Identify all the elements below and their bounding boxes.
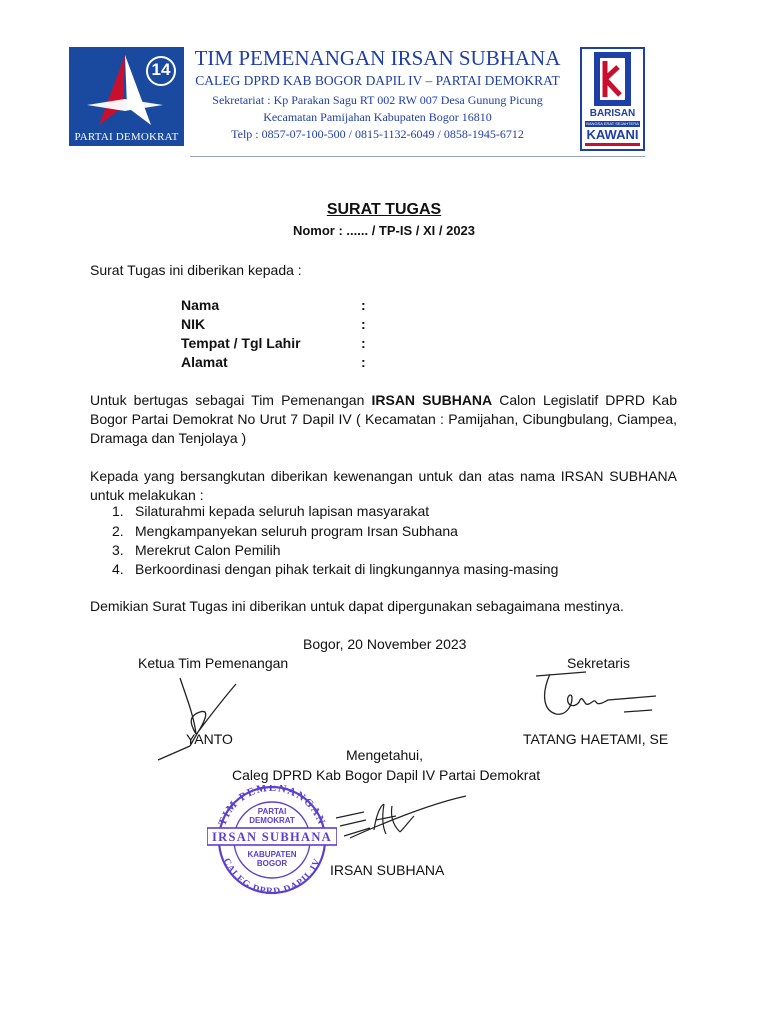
field-colon: : (361, 316, 366, 332)
field-colon: : (361, 335, 366, 351)
document-number: Nomor : ...... / TP-IS / XI / 2023 (292, 223, 476, 238)
party-logo-text: PARTAI DEMOKRAT (74, 131, 179, 143)
letterhead-address-line1: Sekretariat : Kp Parakan Sagu RT 002 RW 007 Desa Gunung Picung (212, 93, 543, 107)
candidate-signer-name: IRSAN SUBHANA (330, 862, 445, 878)
acknowledged-label: Mengetahui, (346, 747, 424, 763)
field-label-alamat: Alamat (181, 354, 228, 370)
task-item: Merekrut Calon Pemilih (135, 542, 281, 558)
task-item: Mengkampanyekan seluruh program Irsan Subhana (135, 523, 458, 539)
bk-logo-bottom-text: KAWANI (586, 127, 639, 142)
field-colon: : (361, 354, 366, 370)
task-item: Berkoordinasi dengan pihak terkait di lingkungannya masing-masing (135, 561, 559, 577)
partai-demokrat-logo (69, 47, 184, 146)
bk-logo-top-text: BARISAN (589, 108, 636, 119)
task-number: 1. (112, 503, 124, 519)
place-date: Bogor, 20 November 2023 (303, 636, 467, 652)
authority-paragraph: Kepada yang bersangkutan diberikan kewenangan untuk dan atas nama IRSAN SUBHANA untuk melakukan : (90, 468, 677, 503)
irsan-signature (330, 790, 470, 845)
letterhead-title: TIM PEMENANGAN IRSAN SUBHANA (194, 46, 561, 70)
letterhead-address-line2: Kecamatan Pamijahan Kabupaten Bogor 16810 (263, 110, 492, 124)
field-label-birth: Tempat / Tgl Lahir (181, 335, 301, 351)
party-number: 14 (151, 60, 171, 79)
tatang-signature (528, 662, 658, 722)
assignment-paragraph (90, 391, 677, 448)
stamp-inner-bottom2: BOGOR (256, 859, 288, 868)
assignment-prefix: Untuk bertugas sebagai Tim Pemenangan (90, 392, 372, 408)
field-label-nama: Nama (181, 297, 220, 313)
left-signer-name: YANTO (186, 731, 233, 747)
left-signer-role: Ketua Tim Pemenangan (138, 655, 289, 671)
stamp-inner-bottom1: KABUPATEN (247, 850, 297, 859)
intro-text: Surat Tugas ini diberikan kepada : (90, 262, 302, 278)
stamp-outer-bottom: CALEG DPRD DAPIL IV (220, 856, 324, 895)
assignment-suffix: Calon Legislatif DPRD Kab Bogor Partai Demokrat No Urut 7 Dapil IV ( Kecamatan : Pamijahan, Cibungbulang, Ciampea, Dramaga dan Tenjolaya ) (90, 392, 677, 446)
field-label-nik: NIK (181, 316, 206, 332)
yanto-signature (150, 676, 250, 761)
bk-logo-stripe (585, 143, 640, 146)
closing-text: Demikian Surat Tugas ini diberikan untuk dapat dipergunakan sebagaimana mestinya. (90, 598, 624, 614)
official-stamp (207, 785, 337, 900)
right-signer-role: Sekretaris (567, 655, 631, 671)
bk-emblem-icon (582, 49, 643, 109)
right-signer-name: TATANG HAETAMI, SE (523, 731, 669, 747)
bk-logo-tagline: BANGSA ERAT SEJAHTERA (586, 121, 639, 126)
stamp-inner-top1: PARTAI (257, 807, 287, 816)
document-title: SURAT TUGAS (326, 201, 442, 218)
task-number: 3. (112, 542, 124, 558)
barisan-kawani-logo (580, 47, 645, 151)
stamp-inner-top2: DEMOKRAT (249, 816, 295, 825)
task-number: 4. (112, 561, 124, 577)
letterhead-phone: Telp : 0857-07-100-500 / 0815-1132-6049 / 0858-1945-6712 (231, 127, 524, 141)
task-item: Silaturahmi kepada seluruh lapisan masyarakat (135, 503, 430, 519)
letterhead-subtitle: CALEG DPRD KAB BOGOR DAPIL IV – PARTAI DEMOKRAT (195, 73, 560, 88)
field-colon: : (361, 297, 366, 313)
stamp-band-text: IRSAN SUBHANA (211, 830, 333, 844)
letterhead-divider (190, 156, 645, 157)
stamp-outer-top: TIM PEMENANGAN (216, 785, 328, 828)
candidate-role: Caleg DPRD Kab Bogor Dapil IV Partai Demokrat (232, 767, 541, 783)
task-number: 2. (112, 523, 124, 539)
assignment-candidate-name: IRSAN SUBHANA (371, 392, 493, 408)
